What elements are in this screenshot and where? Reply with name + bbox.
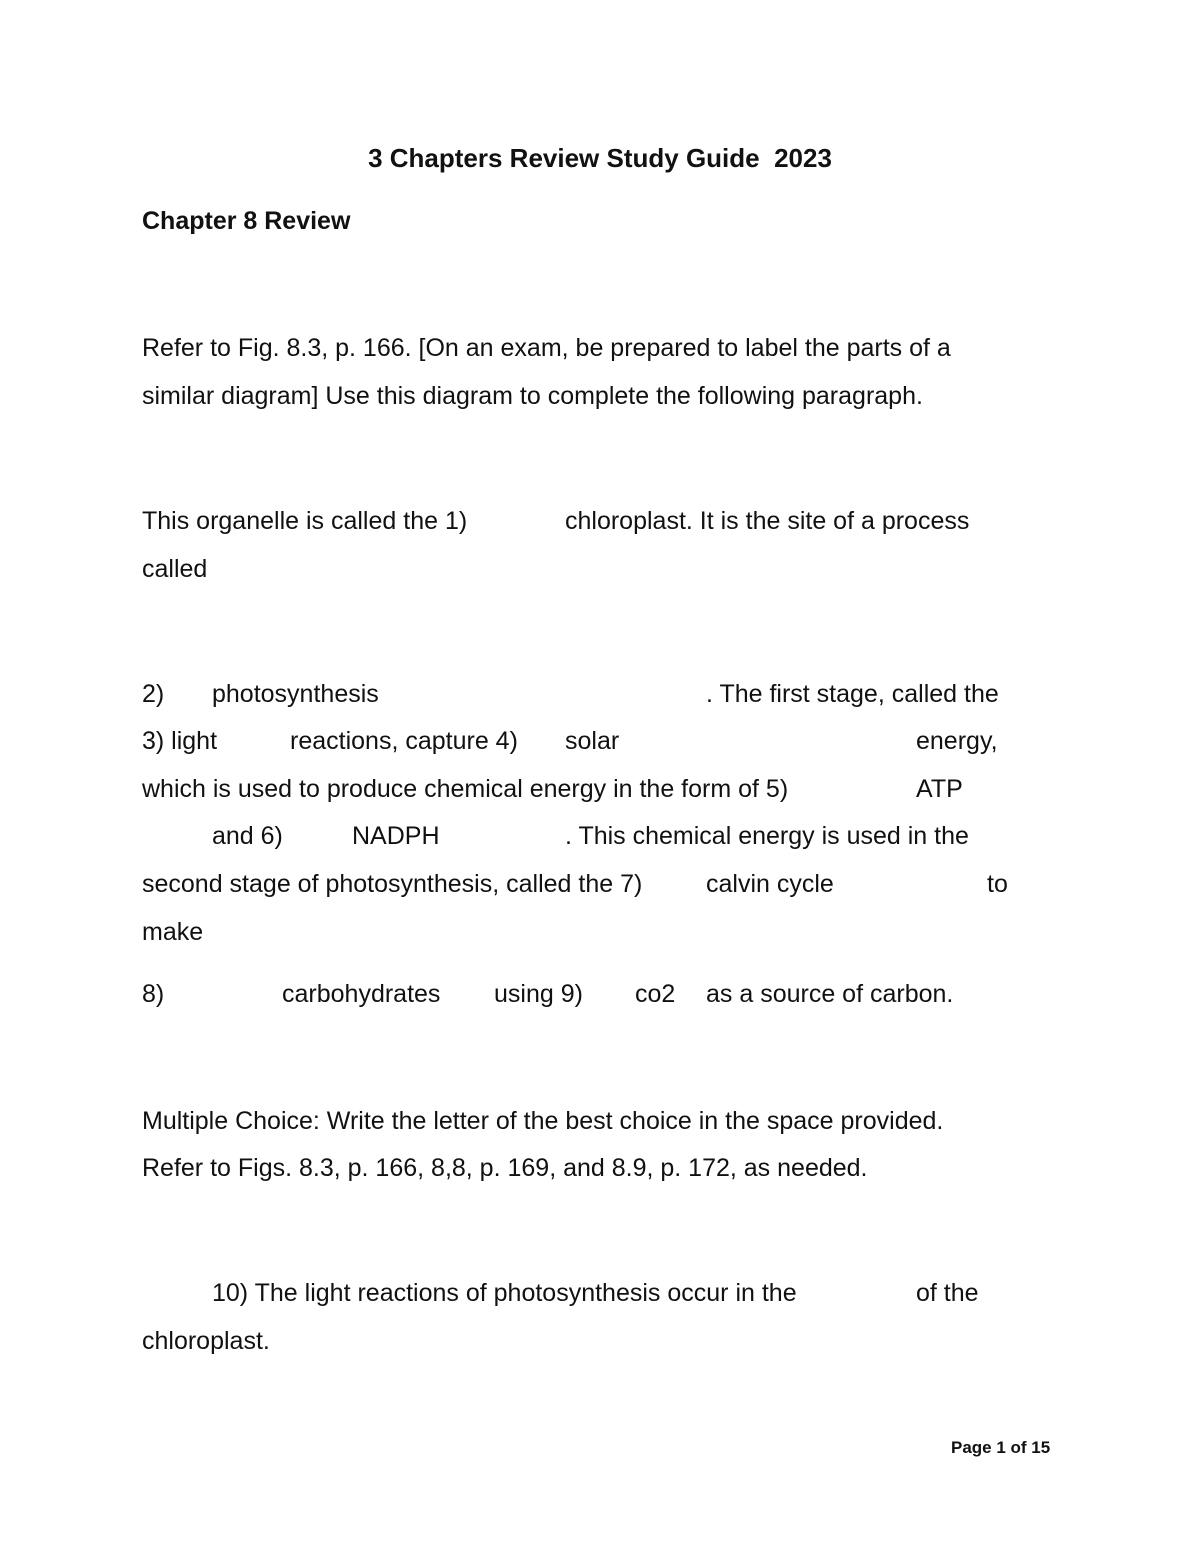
paragraph-text-1: This organelle is called the 1) bbox=[142, 507, 468, 535]
paragraph-text-6: . This chemical energy is used in the bbox=[565, 822, 969, 850]
answer-9: co2 bbox=[635, 980, 676, 1008]
answer-7: calvin cycle bbox=[706, 870, 834, 898]
question-10-end: of the bbox=[916, 1279, 979, 1307]
item-number-2: 2) bbox=[142, 680, 165, 708]
paragraph-text-2: . The first stage, called the bbox=[706, 680, 999, 708]
paragraph-text-3-end: energy, bbox=[916, 727, 998, 755]
paragraph-text-8-end: as a source of carbon. bbox=[706, 980, 954, 1008]
document-title: 3 Chapters Review Study Guide 2023 bbox=[368, 143, 832, 173]
question-10-text: 10) The light reactions of photosynthesis occur in the bbox=[212, 1279, 797, 1307]
answer-1: chloroplast. It is the site of a process bbox=[565, 507, 970, 535]
paragraph-text-7-to: to bbox=[987, 870, 1008, 898]
answer-4: solar bbox=[565, 727, 620, 755]
chapter-heading: Chapter 8 Review bbox=[142, 207, 351, 235]
paragraph-text-7: second stage of photosynthesis, called the 7) bbox=[142, 870, 643, 898]
paragraph-text-8: using 9) bbox=[494, 980, 583, 1008]
multiple-choice-line-1: Multiple Choice: Write the letter of the best choice in the space provided. bbox=[142, 1107, 944, 1135]
paragraph-text-3: reactions, capture 4) bbox=[290, 727, 518, 755]
answer-3: 3) light bbox=[142, 727, 218, 755]
multiple-choice-line-2: Refer to Figs. 8.3, p. 166, 8,8, p. 169, and 8.9, p. 172, as needed. bbox=[142, 1154, 868, 1182]
question-10-cont: chloroplast. bbox=[142, 1327, 270, 1355]
paragraph-text-7-cont: make bbox=[142, 918, 204, 946]
paragraph-text-5: and 6) bbox=[212, 822, 283, 850]
intro-line-2: similar diagram] Use this diagram to complete the following paragraph. bbox=[142, 382, 923, 410]
item-number-8: 8) bbox=[142, 980, 165, 1008]
answer-5: ATP bbox=[916, 775, 963, 803]
paragraph-text-1-cont: called bbox=[142, 555, 208, 583]
paragraph-text-4: which is used to produce chemical energy in the form of 5) bbox=[142, 775, 789, 803]
answer-8: carbohydrates bbox=[282, 980, 441, 1008]
answer-6: NADPH bbox=[352, 822, 440, 850]
intro-line-1: Refer to Fig. 8.3, p. 166. [On an exam, be prepared to label the parts of a bbox=[142, 334, 951, 362]
answer-2: photosynthesis bbox=[212, 680, 379, 708]
page-number: Page 1 of 15 bbox=[951, 1438, 1051, 1457]
